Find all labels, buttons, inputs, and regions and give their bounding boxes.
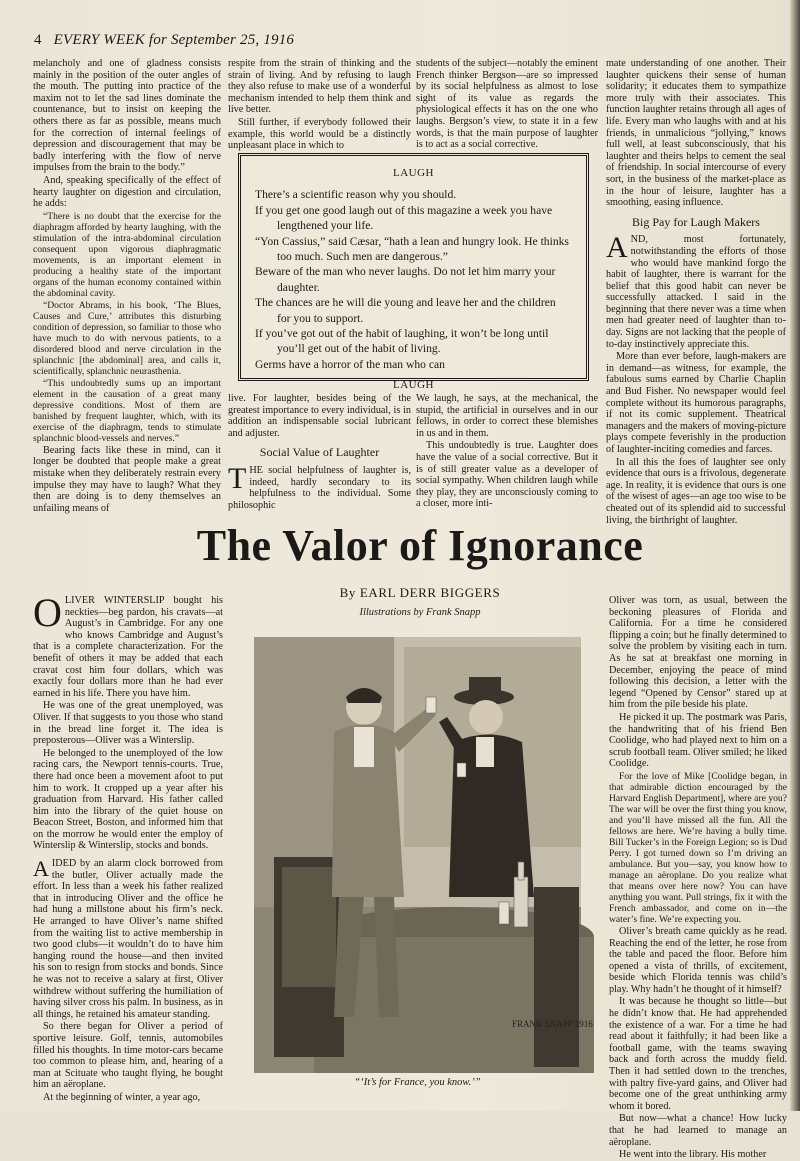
subheading-big-pay: Big Pay for Laugh Makers bbox=[632, 214, 760, 229]
illustration-caption: “‘It’s for France, you know.’” bbox=[354, 1077, 481, 1088]
laugh-box-line: There’s a scientific reason why you should. bbox=[255, 188, 457, 202]
laugh-box-line: If you get one good laugh out of this magazine a week you have lengthened your life. bbox=[255, 203, 553, 233]
laugh-box-line: The chances are he will die young and leave her and the children for you to support. bbox=[255, 296, 556, 325]
paragraph: Oliver was torn, as usual, between the beckoning pleasures of Florida and California. For a time he considered flipping a coin; but he finally determined to solve the problem by visiting each in turn. As he sat at breakfast one morning in December, enjoying the peace of mind following this decision, a letter with the legend “Opened by Censor” stared up at him from the pile beside his plate. bbox=[609, 595, 787, 711]
letter-text: For the love of Mike [Coolidge began, in that admirable diction encouraged by the Harvard English Department], where are you? The war will be over the first thing you know, and you’ll have missed all the fun. All the fellows are here. We’re having a bully time. Bill Tucker’s in the Foreign Legion; so is Dud Perry. I got turned down so I’m driving an ambulance. But you—say, you know how to manage an aëroplane. Do you realize what that means over here now? You can have anything you want. Pull strings, fix it with the French ambassador, and come on in—the water’s fine. We’re expecting you. bbox=[609, 770, 787, 925]
laugh-box-line: “Yon Cassius,” said Cæsar, “hath a lean and hungry look. He thinks too much. Such men are dangerous.” bbox=[255, 234, 569, 264]
drop-cap: T bbox=[228, 461, 247, 495]
paragraph: “Doctor Abrams, in his book, ‘The Blues, Causes and Cure,’ attributes this disturbing condition of depression, so familiar to those who have much to do with nervous patients, to a disordered blood and nerve circulation in the splanchnic [the abdominal] area, and calls it, scientifically, splanchnic neurasthenia. bbox=[33, 299, 221, 377]
paragraph: “There is no doubt that the exercise for the diaphragm afforded by hearty laughing, with the stimulation of the intra-abdominal circulation consequent upon vigorous diaphragmatic movements, is an important element in producing a healthy state of the important organs of the human economy contained within the abdominal cavity. bbox=[33, 210, 221, 299]
story-column-right bbox=[609, 595, 787, 1161]
paragraph: He belonged to the unemployed of the low racing cars, the Newport tennis-courts. True, there had once been a movement afoot to put him to work. It cropped up a year after his graduation from Harvard. His father called him into the library of the quiet house on Beacon Street, Boston, and informed him that on the morrow he would enter the employ of Winterslip & Winterslip, stocks and bonds. bbox=[33, 747, 223, 852]
paragraph: It was because he thought so little—but he didn’t know that. He had apprehended the existence of a war. For a time he had read about it faithfully; it had been like a football game, with the teams swaying back and forth across the muddy field. Then it had settled down to the trenches, with paltry five-yard gains, and Oliver had become one of the great unthinking army whom it bored. bbox=[609, 996, 787, 1112]
paragraph: We laugh, he says, at the mechanical, the stupid, the artificial in ourselves and in our fellows, in order to correct these blemishes in us and in them. bbox=[416, 393, 598, 439]
illustration-signature: FRANK SNAPP 1916 bbox=[512, 1019, 593, 1029]
paragraph: He went into the library. His mother bbox=[619, 1149, 767, 1161]
laugh-box-footer: LAUGH bbox=[393, 379, 434, 392]
paragraph-text: ND, most fortunately, notwithstanding the efforts of those who would have mankind forgo the habit of laughter, there is warrant for the belief that this good habit can never be successfully attacked. I said in the beginning that there never was a time when men had greater need of laughter than to-day. Signs are not lacking that the people of to-day instinctively appreciate this. bbox=[606, 234, 786, 350]
paragraph-text: IDED by an alarm clock borrowed from the butler, Oliver actually made the effort. In less than a week his father realized that in introducing Oliver and the office he had hung a millstone about his firm’s neck. He arranged to have Oliver’s name shifted from the waiting list to active membership in two good clubs—it wouldn’t do to have him hanging round the house—and then invited his son to resign from stocks and bonds. Since he was not to receive a salary at first, Oliver withdrew without suffering the humiliation of having silver cross his palm. In business, as in all things, he retained his amateur standing. bbox=[33, 858, 223, 1020]
article-column-1 bbox=[33, 58, 221, 514]
paragraph: melancholy and one of gladness consists mainly in the position of the outer angles of the mouth. The putting into practice of the maxim not to let the sad lines dominate the countenance, but to insist on keeping the others there as far as possible, means much for the correction of internal feelings of depression and discouragement that may be badly interfering with the flow of nerve impulses from the brain to the body.” bbox=[33, 58, 221, 174]
paragraph bbox=[228, 461, 411, 511]
paragraph-text: LIVER WINTERSLIP bought his neckties—beg pardon, his cravats—at August’s in Cambridge. For any one who knows Cambridge and August’s that is a complete characterization. For the benefit of others it may be added that each cravat cost him four dollars, which was exactly four dollars more than he had ever earned in his life. There you have him. bbox=[33, 595, 223, 699]
subheading-social-value: Social Value of Laughter bbox=[259, 445, 380, 460]
story-illustration bbox=[254, 637, 593, 1073]
story-column-left bbox=[33, 590, 223, 1103]
paragraph: At the beginning of winter, a year ago, bbox=[43, 1091, 201, 1103]
page-edge-shadow bbox=[790, 0, 800, 1111]
drop-cap: O bbox=[33, 590, 62, 635]
laugh-box-line: If you’ve got out of the habit of laughing, it won’t be long until you’ll get out of the habit of living. bbox=[255, 327, 549, 356]
paragraph: More than ever before, laugh-makers are in demand—as witness, for example, the fabulous sums earned by Charlie Chaplin and Bud Fisher. No newspaper would feel complete without its humorous paragraphs, if not its comic supplement. Theatrical managers and the makers of moving-picture plays compete feverishly in the production of laughter-inciting comedies and farces. bbox=[606, 351, 786, 455]
paragraph bbox=[33, 858, 223, 1020]
page-number: 4 bbox=[34, 32, 42, 48]
paragraph: This undoubtedly is true. Laughter does have the value of a social corrective. But it is of still greater value as a developer of social sympathy. When children laugh while they play, they are unconsciously coming to a closer, more inti- bbox=[416, 440, 598, 510]
paragraph: He was one of the great unemployed, was Oliver. If that suggests to you those who stand in the bread line forget it. The idea is preposterous—Oliver was a Winterslip. bbox=[33, 700, 223, 747]
story-title: The Valor of Ignorance bbox=[196, 521, 644, 570]
paragraph: students of the subject—notably the eminent French thinker Bergson—are so impressed by its social helpfulness as almost to lose sight of its value as regards the physiological effects it has on the one who laughs. Bergson’s view, to state it in a few words, is that the main purpose of laughter is to act as a social corrective. bbox=[416, 58, 598, 151]
illustration-credit: Illustrations by Frank Snapp bbox=[359, 607, 481, 618]
running-head-title: EVERY WEEK for September 25, 1916 bbox=[53, 32, 295, 48]
paragraph: Still further, if everybody followed their example, this world would be a distinctly unpleasant place in which to bbox=[228, 116, 411, 152]
article-column-4 bbox=[606, 58, 786, 526]
article-column-2-bottom bbox=[228, 393, 411, 511]
paragraph: So there began for Oliver a period of sportive leisure. Golf, tennis, automobiles filled his thoughts. In time motor-cars became too common to please him, and, hearing of a man at Scituate who taught flying, he bought him an aëroplane. bbox=[33, 1021, 223, 1091]
illustration-two-men-toasting bbox=[254, 637, 593, 1073]
laugh-box-line: Germs have a horror of the man who can bbox=[255, 357, 445, 371]
laugh-callout-box bbox=[238, 153, 589, 392]
paragraph: Oliver’s breath came quickly as he read. Reaching the end of the letter, he rose from the table and paced the floor. Before him opened a vista of thrills, of excitement, beside which Florida tennis was child’s play. Why hadn’t he thought of it himself? bbox=[609, 925, 787, 995]
paragraph: mate understanding of one another. Their laughter quickens their sense of human solidarity; it educates them to sympathize more truly with their associates. This function laughter retains through all ages of life. Every man who laughs with and at his friends, in unmalicious “jollying,” knows full well, at least subconsciously, that his laughter and theirs helps to cement the seal of friendship. In social intercourse of every sort, in the business of the market-place as in the hour of leisure, laughter has a smoothing, easing influence. bbox=[606, 58, 786, 209]
paragraph: respite from the strain of thinking and the strain of living. And by refusing to laugh they also refuse to make use of a wonderful mechanism intended to help them think and live better. bbox=[228, 58, 411, 116]
paragraph: “This undoubtedly sums up an important element in the causation of a great many depressive conditions. Most of them are banished by frequent laughter, which, with its exercise of the diaphragm, tends to stimulate splanchnic blood-vessels and nerves.” bbox=[33, 377, 221, 444]
article-column-2-top bbox=[228, 58, 411, 152]
paragraph: live. For laughter, besides being of the greatest importance to every individual, is in addition an indispensable social lubricant and adjuster. bbox=[228, 393, 411, 439]
article-column-3-bottom bbox=[416, 393, 598, 510]
paragraph bbox=[606, 231, 786, 350]
paragraph: Bearing facts like these in mind, can it longer be doubted that people make a great mistake when they deliberately restrain every impulse they may have to laugh? What they then are doing is to deny themselves an unfailing means of bbox=[33, 444, 221, 514]
paragraph: In all this the foes of laughter see only evidence that ours is a frivolous, degenerate age. In reality, it is evidence that ours is one of the wisest of ages—an age too wise to be cheated out of its splendid aid to successful living, the birthright of laughter. bbox=[606, 456, 786, 526]
paragraph: He picked it up. The postmark was Paris, the handwriting that of his friend Ben Coolidge, who had played next to him on a scrub football team. Oliver smiled; he liked Coolidge. bbox=[609, 711, 787, 770]
laugh-box-line: Beware of the man who never laughs. Do not let him marry your daughter. bbox=[255, 265, 556, 294]
paragraph bbox=[33, 590, 223, 699]
laugh-box-heading: LAUGH bbox=[393, 167, 434, 179]
drop-cap: A bbox=[33, 856, 49, 882]
paragraph: But now—what a chance! How lucky that he had learned to manage an aëroplane. bbox=[609, 1113, 787, 1148]
paragraph: And, speaking specifically of the effect of hearty laughter on digestion and circulation, he adds: bbox=[33, 174, 221, 210]
story-byline: By EARL DERR BIGGERS bbox=[339, 585, 501, 600]
drop-cap: A bbox=[606, 231, 628, 265]
paragraph-text: HE social helpfulness of laughter is, indeed, hardly secondary to its helpfulness to the individual. Some philosophic bbox=[228, 464, 411, 511]
article-column-3-top bbox=[416, 58, 598, 151]
running-head bbox=[34, 32, 294, 49]
